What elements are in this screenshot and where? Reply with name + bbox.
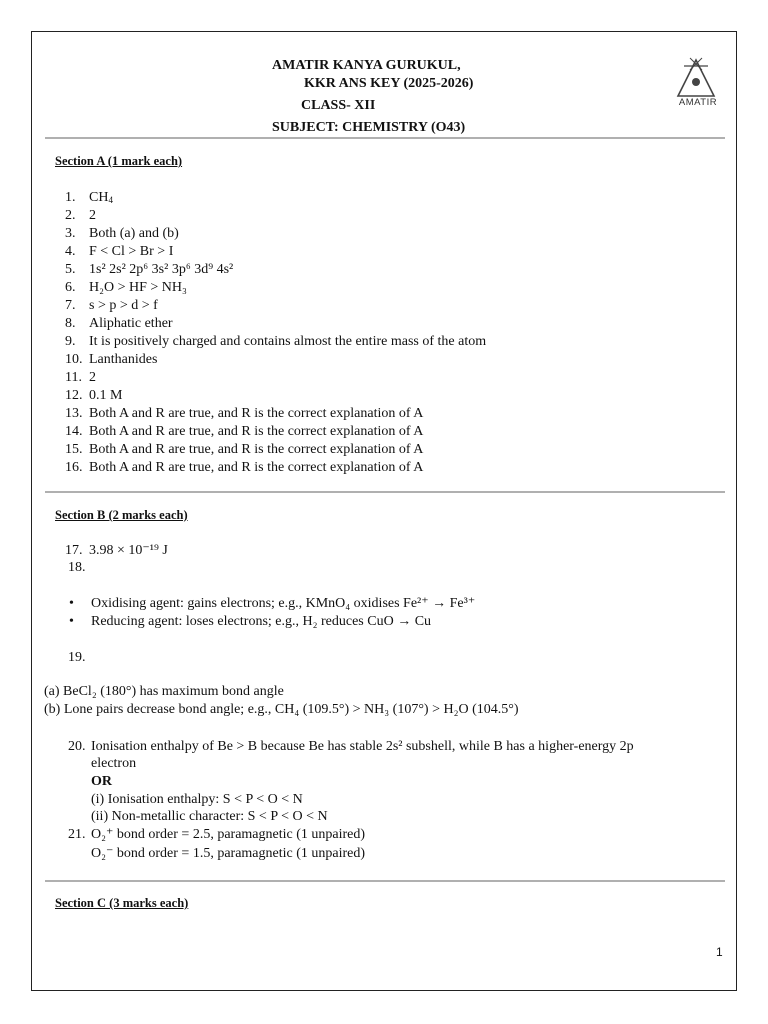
- answer-18-bullet-reducing: • Reducing agent: loses electrons; e.g., H₂ reduces CuO → Cu: [91, 613, 431, 631]
- section-a-title: Section A (1 mark each): [55, 154, 183, 168]
- logo-wordmark: AMATIR: [678, 97, 718, 108]
- list-item: 16. Both A and R are true, and R is the correct explanation of A: [65, 460, 424, 475]
- answer-key-title: KKR ANS KEY (2025-2026): [304, 76, 474, 91]
- answer-19-number: 19.: [68, 650, 86, 665]
- list-item: 12. 0.1 M: [65, 388, 123, 403]
- answer-20-line1: Ionisation enthalpy of Be > B because Be has stable 2s² subshell, while B has a higher-energy 2p: [91, 739, 634, 754]
- list-item: 1. $CH_4$: [65, 190, 113, 205]
- list-item: 8. Aliphatic ether: [65, 316, 173, 331]
- answer-20-line2: electron: [91, 756, 137, 771]
- list-item: 4. F < Cl > Br > I: [65, 244, 174, 259]
- list-item: 11. 2: [65, 370, 96, 385]
- list-item: 7. s > p > d > f: [65, 298, 158, 313]
- list-item: 9. It is positively charged and contains almost the entire mass of the atom: [65, 334, 487, 349]
- answer-18-number: 18.: [68, 560, 86, 575]
- subject-label: SUBJECT: CHEMISTRY (O43): [272, 120, 466, 135]
- list-item: 5. 1s² 2s² 2p⁶ 3s² 3p⁶ 3d⁹ 4s²: [65, 262, 234, 277]
- answer-19-part-b: (b) Lone pairs decrease bond angle; e.g., CH₄ (109.5°) > NH₃ (107°) > H₂O (104.5°): [44, 702, 519, 717]
- list-item: 3. Both (a) and (b): [65, 226, 179, 241]
- list-item: 14. Both A and R are true, and R is the correct explanation of A: [65, 424, 424, 439]
- page-number: 1: [716, 945, 723, 959]
- header-divider: [45, 137, 725, 139]
- answer-17: 17. 3.98 × 10⁻¹⁹ J: [65, 543, 168, 558]
- section-c-title: Section C (3 marks each): [55, 896, 189, 910]
- answer-21-line1: O₂⁺ bond order = 2.5, paramagnetic (1 unpaired): [91, 827, 366, 842]
- list-item: 6. H₂O > HF > NH₃: [65, 280, 187, 295]
- answer-20-part-ii: (ii) Non-metallic character: S < P < O < N: [91, 809, 328, 824]
- class-label: CLASS- XII: [301, 98, 376, 113]
- answer-20-or: OR: [91, 774, 112, 789]
- answer-19-part-a: (a) BeCl₂ (180°) has maximum bond angle: [44, 684, 284, 699]
- list-item: 2. 2: [65, 208, 96, 223]
- answer-20-number: 20.: [68, 739, 86, 754]
- section-divider-b-c: [45, 880, 725, 882]
- answer-18-bullet-oxidising: • Oxidising agent: gains electrons; e.g., KMnO₄ oxidises Fe²⁺ → Fe³⁺: [91, 595, 475, 613]
- section-divider-a-b: [45, 491, 725, 493]
- section-a-answer-list: [65, 189, 486, 477]
- answer-21-line2: O₂⁻ bond order = 1.5, paramagnetic (1 unpaired): [91, 846, 366, 861]
- document-header: [32, 32, 736, 142]
- answer-key-page: [31, 31, 737, 991]
- list-item: 13. Both A and R are true, and R is the correct explanation of A: [65, 406, 424, 421]
- amatir-logo: [668, 52, 728, 112]
- list-item: 10. Lanthanides: [65, 352, 158, 367]
- school-name: AMATIR KANYA GURUKUL,: [272, 58, 461, 73]
- answer-20-part-i: (i) Ionisation enthalpy: S < P < O < N: [91, 792, 303, 807]
- section-b-title: Section B (2 marks each): [55, 508, 188, 522]
- answer-21-number: 21.: [68, 827, 86, 842]
- list-item: 15. Both A and R are true, and R is the correct explanation of A: [65, 442, 424, 457]
